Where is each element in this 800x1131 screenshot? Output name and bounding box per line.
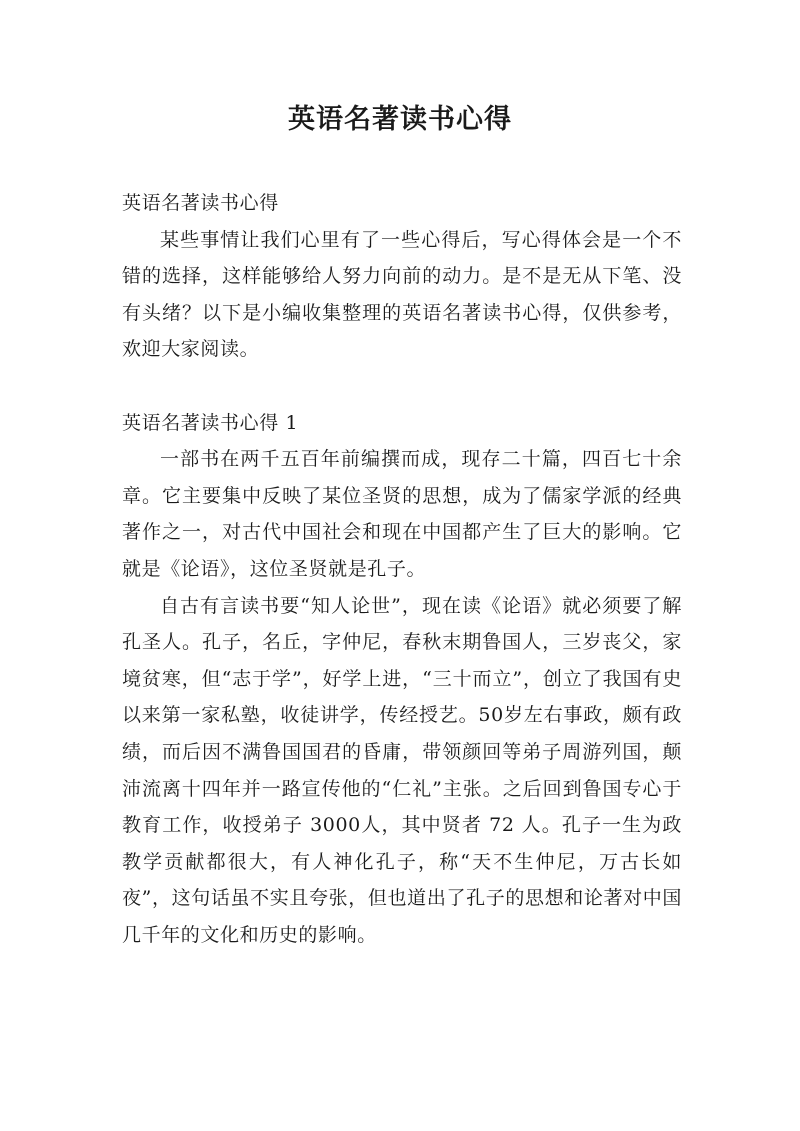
paragraph-spacer [122,368,682,405]
document-body [122,185,682,953]
document-title: 英语名著读书心得 [288,104,512,135]
intro-paragraph: 某些事情让我们心里有了一些心得后，写心得体会是一个不错的选择，这样能够给人努力向前的动力。是不是无从下笔、没有头绪？以下是小编收集整理的英语名著读书心得，仅供参考，欢迎大家阅读。 [122,228,682,361]
section-1-paragraph-2: 自古有言读书要“知人论世”，现在读《论语》就必须要了解孔圣人。孔子，名丘，字仲尼，春秋末期鲁国人，三岁丧父，家境贫寒，但“志于学”，好学上进，“三十而立”，创立了我国有史以来第一家私塾，收徒讲学，传经授艺。50岁左右事政，颇有政绩，而后因不满鲁国国君的昏庸，带领颜回等弟子周游列国，颠沛流离十四年并一路宣传他的“仁礼”主张。之后回到鲁国专心于教育工作，收授弟子 3000人，其中贤者 72 人。孔子一生为政教学贡献都很大，有人神化孔子，称“天不生仲尼，万古长如夜”，这句话虽不实且夸张，但也道出了孔子的思想和论著对中国几千年的文化和历史的影响。 [122,594,682,946]
section-1-heading: 英语名著读书心得 1 [122,411,299,434]
section-1-paragraph-1: 一部书在两千五百年前编撰而成，现存二十篇，四百七十余章。它主要集中反映了某位圣贤的思想，成为了儒家学派的经典著作之一，对古代中国社会和现在中国都产生了巨大的影响。它就是《论语》，这位圣贤就是孔子。 [122,448,682,580]
intro-heading: 英语名著读书心得 [122,192,279,214]
